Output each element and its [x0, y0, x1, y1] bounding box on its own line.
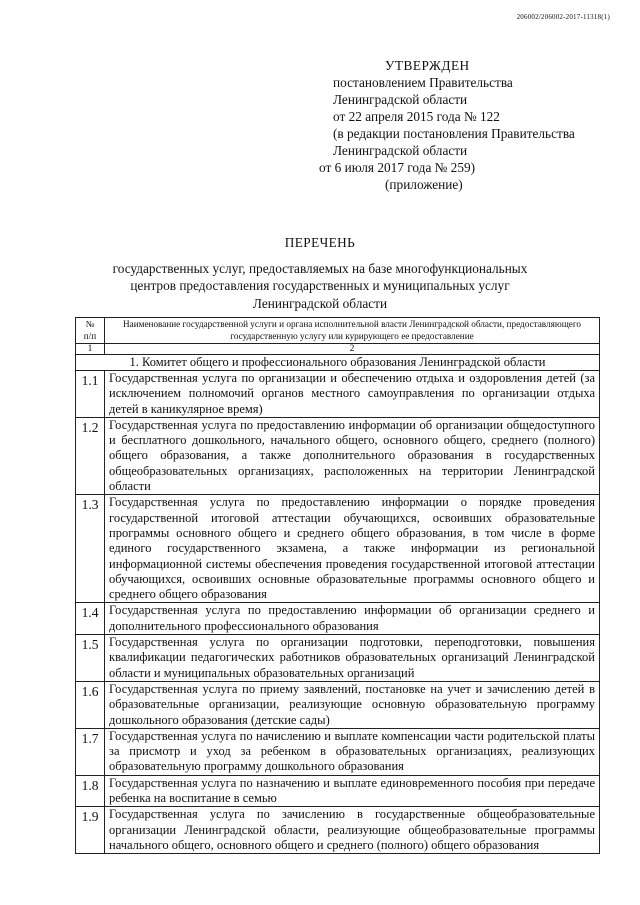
row-service-text: Государственная услуга по назначению и выплате единовременного пособия при передаче ребенка на воспитание в семью [105, 775, 600, 807]
approval-line: Ленинградской области [333, 143, 468, 158]
table-row [76, 775, 600, 807]
section-title: 1. Комитет общего и профессионального образования Ленинградской области [76, 355, 600, 371]
row-service-text: Государственная услуга по организации подготовки, переподготовки, повышения квалификации педагогических работников образовательных организаций Ленинградской области и муниципальных образовательных организаций [105, 635, 600, 682]
table-row [76, 371, 600, 418]
row-number: 1.2 [76, 417, 105, 494]
services-table [75, 317, 600, 854]
row-service-text: Государственная услуга по зачислению в государственные общеобразовательные организации Ленинградской области, реализующие общеобразовательные программы начального общего, основного общего и среднего (полного) общего образования [105, 807, 600, 854]
title-subtitle-line: государственных услуг, предоставляемых на базе многофункциональных [112, 260, 528, 276]
approval-line: (в редакции постановления Правительства [333, 126, 575, 141]
column-index: 2 [105, 344, 600, 355]
table-header-row [76, 318, 600, 344]
row-service-text: Государственная услуга по приему заявлений, постановке на учет и зачислению детей в образовательные организации, реализующие основную образовательную программу дошкольного образования (детские сады) [105, 681, 600, 728]
table-row [76, 635, 600, 682]
document-title [0, 234, 640, 312]
title-subtitle-line: Ленинградской области [252, 295, 388, 311]
approval-line: (приложение) [385, 177, 463, 192]
section-row [76, 355, 600, 371]
table-row [76, 807, 600, 854]
header-number: № п/п [76, 318, 105, 344]
table-row [76, 495, 600, 603]
approval-line: от 6 июля 2017 года № 259) [319, 160, 476, 175]
row-number: 1.8 [76, 775, 105, 807]
row-number: 1.7 [76, 728, 105, 775]
row-service-text: Государственная услуга по организации и обеспечению отдыха и оздоровления детей (за исключением полномочий органов местного самоуправления по организации отдыха детей в каникулярное время) [105, 371, 600, 418]
header-service-name: Наименование государственной услуги и органа исполнительной власти Ленинградской области, предоставляющего государственную услугу или курирующего ее предоставление [105, 318, 600, 344]
column-index: 1 [76, 344, 105, 355]
approval-heading: УТВЕРЖДЕН [385, 58, 470, 73]
approval-line: постановлением Правительства [333, 75, 513, 90]
row-number: 1.1 [76, 371, 105, 418]
table-row [76, 417, 600, 494]
document-registration-number: 206002/206002-2017-11318(1) [516, 13, 610, 21]
row-number: 1.4 [76, 603, 105, 635]
table-row [76, 728, 600, 775]
table-row [76, 681, 600, 728]
approval-line: от 22 апреля 2015 года № 122 [333, 109, 500, 124]
row-number: 1.5 [76, 635, 105, 682]
approval-stamp-block [319, 57, 575, 193]
row-number: 1.6 [76, 681, 105, 728]
row-service-text: Государственная услуга по начислению и выплате компенсации части родительской платы за присмотр и уход за ребенком в образовательных организациях, реализующих образовательную программу дошкольного образования [105, 728, 600, 775]
row-number: 1.3 [76, 495, 105, 603]
row-number: 1.9 [76, 807, 105, 854]
row-service-text: Государственная услуга по предоставлению информации об организации среднего и дополнительного профессионального образования [105, 603, 600, 635]
row-service-text: Государственная услуга по предоставлению информации об организации общедоступного и бесплатного дошкольного, начального общего, основного общего, среднего (полного) общего образования, а также дополнительного образования в государственных общеобразовательных организациях, расположенных на территории Ленинградской области [105, 417, 600, 494]
column-index-row [76, 344, 600, 355]
approval-line: Ленинградской области [333, 92, 468, 107]
title-heading: ПЕРЕЧЕНЬ [284, 235, 356, 250]
title-subtitle-line: центров предоставления государственных и муниципальных услуг [130, 278, 510, 293]
row-service-text: Государственная услуга по предоставлению информации о порядке проведения государственной итоговой аттестации обучающихся, освоивших образовательные программы основного общего и среднего общего образования, в том числе в форме единого государственного экзамена, а также информации из региональной информационной системы обеспечения проведения государственной итоговой аттестации обучающихся, освоивших основные образовательные программы основного общего и среднего общего образования [105, 495, 600, 603]
table-row [76, 603, 600, 635]
